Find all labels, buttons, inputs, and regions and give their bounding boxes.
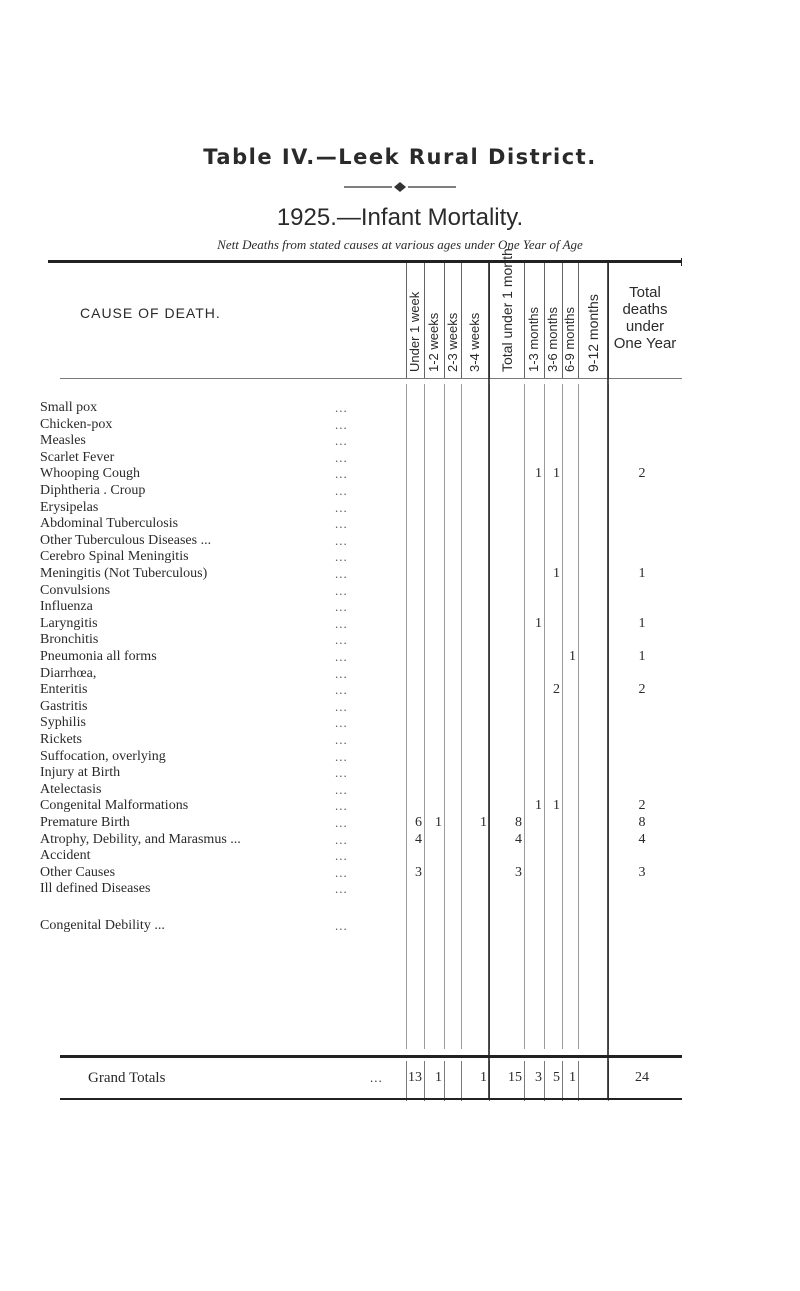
leader-dots: ... [335,416,348,432]
grand-total-sum: 24 [635,1070,649,1085]
cell-value: 2 [553,682,560,698]
grand-total-value: 13 [408,1070,422,1085]
cell-value: 3 [515,864,522,880]
cell-value: 1 [480,815,487,830]
cause-label: Whooping Cough [40,466,140,482]
body-column-rule [461,384,462,1049]
age-column-header: 1-2 weeks [426,312,441,372]
body-column-rule [406,384,407,1049]
age-column-header: Total under 1 month [498,248,515,372]
age-column-header: 2-3 weeks [444,312,460,372]
grand-total-value: 5 [553,1070,560,1085]
table-caption: Nett Deaths from stated causes at various ages under One Year of Age [217,237,583,252]
leader-dots: ... [335,599,348,615]
leader-dots: ... [335,400,348,415]
cause-label: Rickets [40,732,82,747]
row-total: 1 [638,566,646,581]
cause-label: Convulsions [40,582,111,598]
cell-value: 3 [415,864,422,880]
leader-dots: ... [335,582,348,598]
leader-dots: ... [335,732,348,747]
body-column-rule [524,384,525,1049]
leader-dots: ... [335,499,348,515]
cause-label: Enteritis [40,682,88,698]
thick-column-rule [607,263,609,1098]
leader-dots: ... [335,698,348,714]
row-total: 3 [638,864,646,880]
leader-dots: ... [335,682,348,698]
leader-dots: ... [335,715,348,731]
leader-dots: ... [335,881,348,897]
body-bottom-rule [60,1055,682,1058]
leader-dots: ... [335,815,348,830]
grand-column-rule [578,1061,579,1101]
leader-dots: ... [335,765,348,781]
leader-dots: ... [335,918,348,933]
header-column-rule [424,263,425,378]
cell-value: 4 [415,831,422,847]
header-column-rule [524,263,525,378]
age-column-header: 3-4 weeks [467,312,482,372]
row-total: 1 [638,649,646,664]
cause-label: Meningitis (Not Tuberculous) [40,566,208,581]
leader-dots: ... [335,466,348,482]
cause-label: Ill defined Diseases [40,881,151,897]
page-subtitle: 1925.—Infant Mortality. [276,204,524,231]
row-total: 1 [638,615,646,631]
cause-label: Other Tuberculous Diseases ... [40,532,212,548]
grand-total-value: 1 [480,1070,487,1085]
leader-dots: ... [335,433,348,449]
age-column-header: 6-9 months [562,306,577,372]
grand-total-value: 3 [535,1070,542,1085]
body-column-rule [444,384,445,1049]
header-column-rule [461,263,462,378]
row-total: 2 [638,682,646,698]
cause-label: Influenza [40,599,93,615]
leader-dots: ... [335,632,348,648]
leader-dots: ... [335,549,348,565]
cause-label: Congenital Debility ... [40,918,165,933]
cell-value: 1 [553,466,560,482]
cause-label: Syphilis [40,715,86,731]
leader-dots: ... [335,665,348,681]
body-column-rule [578,384,579,1049]
cause-label: Scarlet Fever [40,449,115,465]
cause-label: Chicken-pox [40,416,113,432]
cell-value: 4 [515,831,522,847]
cause-label: Other Causes [40,864,116,880]
row-total: 8 [638,815,646,830]
leader-dots: ... [335,781,348,797]
leader-dots: ... [335,615,348,631]
cause-label: Premature Birth [40,815,130,830]
cause-label: Pneumonia all forms [40,649,157,664]
cell-value: 1 [535,615,542,631]
row-total: 4 [638,831,646,847]
body-column-rule [424,384,425,1049]
cell-value: 1 [553,566,560,581]
cell-value: 1 [435,815,442,830]
grand-total-value: 1 [569,1070,576,1085]
leader-dots: ... [335,516,348,532]
grand-bottom-rule [60,1098,682,1100]
table-title: Table IV.—Leek Rural District. [203,145,597,169]
age-column-header: 3-6 months [545,306,560,372]
grand-totals-label: Grand Totals [88,1070,166,1086]
table-top-rule [48,260,682,263]
leader-dots: ... [335,748,348,764]
cell-value: 1 [535,798,542,814]
leader-dots: ... [335,864,348,880]
cause-label: Congenital Malformations [40,798,189,814]
leader-dots: ... [335,449,348,465]
grand-column-rule [444,1061,445,1101]
age-column-header: 1-3 months [526,306,541,372]
leader-dots: ... [335,649,348,664]
leader-dots: ... [335,566,348,581]
age-column-header: 9-12 months [585,294,601,372]
cause-label: Erysipelas [40,499,99,515]
body-column-rule [562,384,563,1049]
cell-value: 1 [535,466,542,482]
leader-dots: ... [335,798,348,814]
cause-label: Atelectasis [40,781,102,797]
cause-label: Accident [40,848,91,864]
header-column-rule [578,263,579,378]
cause-label: Bronchitis [40,632,99,648]
cause-label: Laryngitis [40,615,98,631]
leader-dots: ... [370,1070,383,1085]
cause-label: Diarrhœa, [40,665,97,681]
cell-value: 8 [515,815,522,830]
cause-label: Measles [40,433,86,449]
cell-value: 6 [415,815,422,830]
cell-value: 1 [569,649,576,664]
row-total: 2 [638,798,646,814]
thick-column-rule [488,263,490,1098]
cause-label: Injury at Birth [40,765,121,781]
cause-label: Abdominal Tuberculosis [40,516,179,532]
cell-value: 1 [553,798,560,814]
cause-label: Cerebro Spinal Meningitis [40,549,189,565]
leader-dots: ... [335,483,348,498]
header-rule [60,378,682,379]
cause-label: Suffocation, overlying [40,748,166,764]
grand-total-value: 15 [508,1070,522,1085]
body-column-rule [544,384,545,1049]
cause-column-header: CAUSE OF DEATH. [80,305,221,321]
cause-label: Diphtheria . Croup [40,483,146,498]
cause-label: Small pox [40,400,98,415]
leader-dots: ... [335,532,348,548]
leader-dots: ... [335,848,348,864]
row-total: 2 [638,466,646,482]
cause-label: Atrophy, Debility, and Marasmus ... [40,831,241,847]
corner-mark [681,258,682,266]
cause-label: Gastritis [40,698,88,714]
total-column-header: Total deaths under One Year [613,284,677,352]
grand-total-value: 1 [435,1070,442,1085]
age-column-header: Under 1 week [407,291,422,372]
leader-dots: ... [335,831,348,847]
